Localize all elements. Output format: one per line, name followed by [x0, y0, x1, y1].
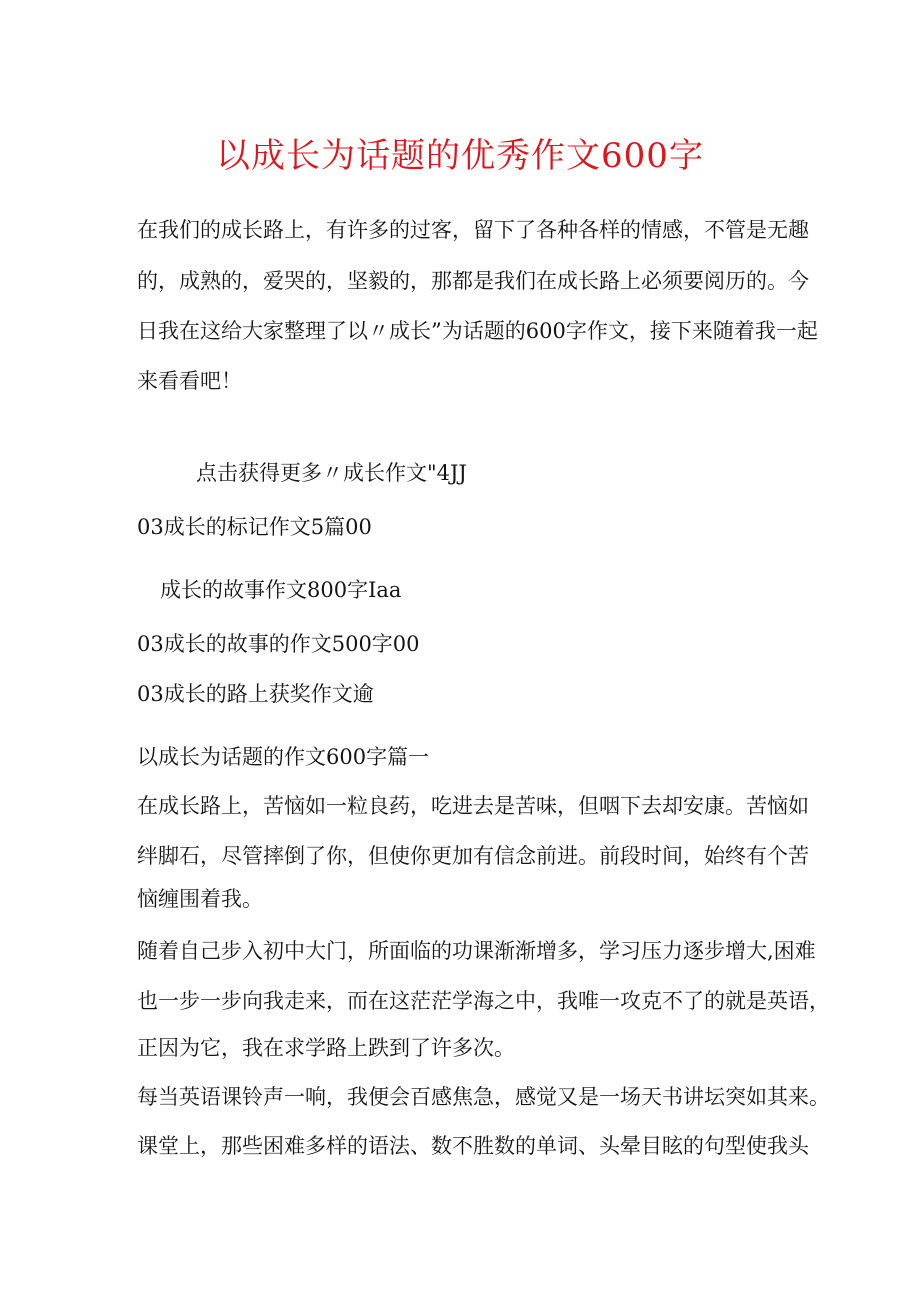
intro-line-1: 在我们的成长路上，有许多的过客，留下了各种各样的情感，不管是无趣	[137, 218, 809, 242]
body-line-4: 随着自己步入初中大门，所面临的功课渐渐增多，学习压力逐步增大,困难	[137, 939, 816, 963]
page-title: 以成长为话题的优秀作文600字	[216, 136, 704, 176]
link-growth-award[interactable]: 03成长的路上获奖作文逾	[137, 682, 374, 706]
section-heading: 以成长为话题的作文600字篇一	[137, 745, 430, 769]
body-line-6: 正因为它，我在求学路上跌到了许多次。	[137, 1036, 515, 1060]
intro-line-3: 日我在这给大家整理了以〃成长”为话题的600字作文，接下来随着我一起	[137, 319, 818, 343]
body-line-2: 绊脚石，尽管摔倒了你，但使你更加有信念前进。前段时间，始终有个苦	[137, 844, 809, 868]
body-line-5: 也一步一步向我走来，而在这茫茫学海之中，我唯一攻克不了的就是英语，	[137, 989, 830, 1013]
body-line-3: 恼缠围着我。	[137, 887, 263, 911]
body-line-7: 每当英语课铃声一响，我便会百感焦急，感觉又是一场天书讲坛突如其来。	[137, 1085, 830, 1109]
link-growth-story-500[interactable]: 03成长的故事的作文500字00	[137, 632, 420, 656]
link-more-essays[interactable]: 点击获得更多〃成长作文"4JJ	[196, 461, 467, 485]
body-line-8: 课堂上，那些困难多样的语法、数不胜数的单词、头晕目眩的句型使我头	[137, 1134, 809, 1158]
intro-line-2: 的，成熟的，爱哭的，坚毅的，那都是我们在成长路上必须要阅历的。今	[137, 269, 809, 293]
body-line-1: 在成长路上，苦恼如一粒良药，吃进去是苦味，但咽下去却安康。苦恼如	[137, 794, 809, 818]
link-growth-story-800[interactable]: 成长的故事作文800字Iaa	[160, 578, 402, 602]
intro-line-4: 来看看吧！	[137, 369, 242, 393]
link-growth-mark[interactable]: 03成长的标记作文5篇00	[137, 515, 372, 539]
